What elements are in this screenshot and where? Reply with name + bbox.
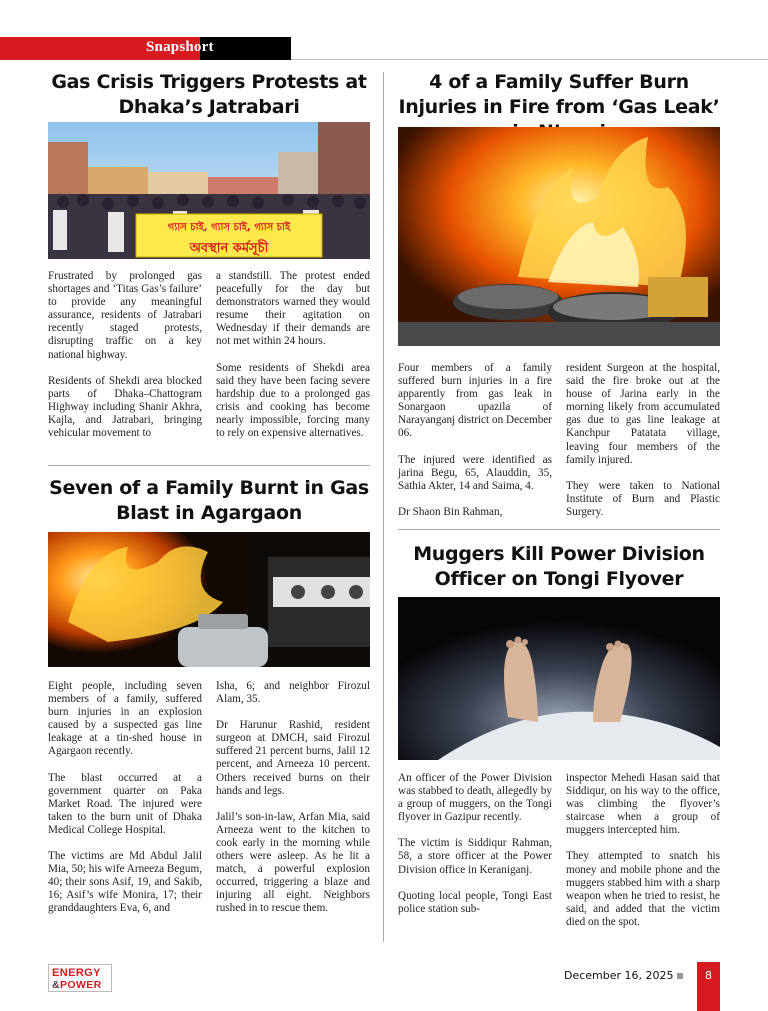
logo-line-2-text: POWER — [59, 979, 102, 991]
footer-square-icon — [677, 973, 683, 979]
paragraph: resident Surgeon at the hospital, said the fire broke out at the house of Jarina early in the morning likely from accumulated gas due to gas line leakage at Kanchpur Patatata village, leaving four members of the family injured. — [566, 362, 720, 466]
headline-agargaon-blast: Seven of a Family Burnt in Gas Blast in Agargaon — [49, 477, 369, 524]
paragraph: Four members of a family suffered burn injuries in a fire apparently from gas leak in Sonargaon upazila of Narayanganj district on December 06. — [398, 362, 552, 440]
tongi-column-2 — [566, 772, 720, 929]
headline-tongi-muggers: Muggers Kill Power Division Officer on Tongi Flyover — [413, 543, 705, 590]
photo-covered-body — [398, 597, 720, 760]
page-number: 8 — [697, 962, 720, 1011]
section-label: Snapshort — [146, 39, 214, 55]
headline-gas-crisis: Gas Crisis Triggers Protests at Dhaka’s Jatrabari — [51, 71, 367, 118]
photo-jatrabari-protest — [48, 122, 370, 259]
paragraph: The blast occurred at a government quarter on Paka Market Road. The injured were taken to the burn unit of Dhaka Medical College Hospital. — [48, 771, 202, 836]
paragraph: The victims are Md Abdul Jalil Mia, 50; his wife Arneeza Begum, 40; their sons Asif, 19, and Sakib, 16; Asif’s wife Monira, 17; their granddaughters Eva, 6, and — [48, 850, 202, 915]
banner-text-top: গ্যাস চাই, গ্যাস চাই, গ্যাস চাই — [167, 222, 291, 233]
paragraph: Dr Harunur Rashid, resident surgeon at DMCH, said Firozul suffered 21 percent burns, Jalil 12 percent, and Arneeza 10 percent. Others received burns on their hands and legs. — [216, 719, 370, 797]
issue-date: December 16, 2025 — [564, 969, 674, 982]
paragraph: a standstill. The protest ended peacefully for the day but demonstrators warned they would resume their agitation on Wednesday if their demands are not met within 24 hours. — [216, 270, 370, 348]
paragraph: Residents of Shekdi area blocked parts of Dhaka–Chattogram Highway including Shanir Akhra, Kajla, and Jatrabari, bringing vehicular movement to — [48, 374, 202, 440]
paragraph: They were taken to National Institute of Burn and Plastic Surgery. — [566, 479, 720, 518]
paragraph: An officer of the Power Division was stabbed to death, allegedly by a group of muggers, on the Tongi flyover in Gazipur recently. — [398, 772, 552, 824]
paragraph: The victim is Siddiqur Rahman, 58, a store officer at the Power Division office in Keraniganj. — [398, 837, 552, 876]
banner-text-bottom: অবস্থান কর্মসূচী — [189, 241, 269, 256]
headline-burn-injuries: 4 of a Family Suffer Burn Injuries in Fire from ‘Gas Leak’ — [398, 71, 720, 118]
burn-injuries-column-1 — [398, 362, 552, 519]
gas-crisis-column-1 — [48, 270, 202, 440]
burn-injuries-column-2 — [566, 362, 720, 519]
paragraph: Some residents of Shekdi area said they have been facing severe hardship due to a prolonged gas crisis and cooking has become nearly impossible, forcing many to rely on expensive alternatives. — [216, 361, 370, 440]
paragraph: They attempted to snatch his money and mobile phone and the muggers stabbed him with a sharp weapon when he tried to resist, he said, and added that the victim died on the spot. — [566, 850, 720, 928]
photo-kitchen-fire — [398, 127, 720, 346]
right-article-divider — [398, 529, 720, 530]
paragraph: inspector Mehedi Hasan said that Siddiqur, on his way to the office, was climbing the flyover’s staircase when a group of muggers intercepted him. — [566, 772, 720, 837]
logo-ampersand: & — [52, 979, 60, 991]
photo-gas-cylinder-fire — [48, 532, 370, 667]
paragraph: Dr Shaon Bin Rahman, — [398, 505, 503, 518]
logo-line-1: ENERGY — [52, 967, 101, 979]
paragraph: Isha, 6; and neighbor Firozul Alam, 35. — [216, 680, 370, 706]
column-divider — [383, 72, 384, 942]
paragraph: The injured were identified as jarina Begu, 65, Alauddin, 35, Sathia Akter, 14 and Saima, 4. — [398, 453, 552, 492]
paragraph: Quoting local people, Tongi East police station sub- — [398, 889, 552, 915]
agargaon-column-2 — [216, 680, 370, 916]
paragraph: Jalil’s son-in-law, Arfan Mia, said Arneeza went to the kitchen to cook early in the morning while others were asleep. As he lit a match, a powerful explosion occurred, triggering a blaze and injuring all eight. Neighbors rushed in to rescue them. — [216, 810, 370, 915]
logo-line-2 — [52, 979, 102, 991]
tongi-column-1 — [398, 772, 552, 916]
agargaon-column-1 — [48, 680, 202, 916]
gas-crisis-column-2 — [216, 270, 370, 440]
energy-power-logo — [48, 964, 112, 992]
paragraph: Eight people, including seven members of a family, suffered burn injuries in an explosion caused by a suspected gas line leakage at a tin-shed house in Agargaon recently. — [48, 680, 202, 758]
paragraph: Frustrated by prolonged gas shortages and ‘Titas Gas’s failure’ to provide any meaningful assurance, residents of Jatrabari recently staged protests, disrupting traffic on a key national highway. — [48, 270, 202, 361]
left-article-divider — [48, 465, 370, 466]
